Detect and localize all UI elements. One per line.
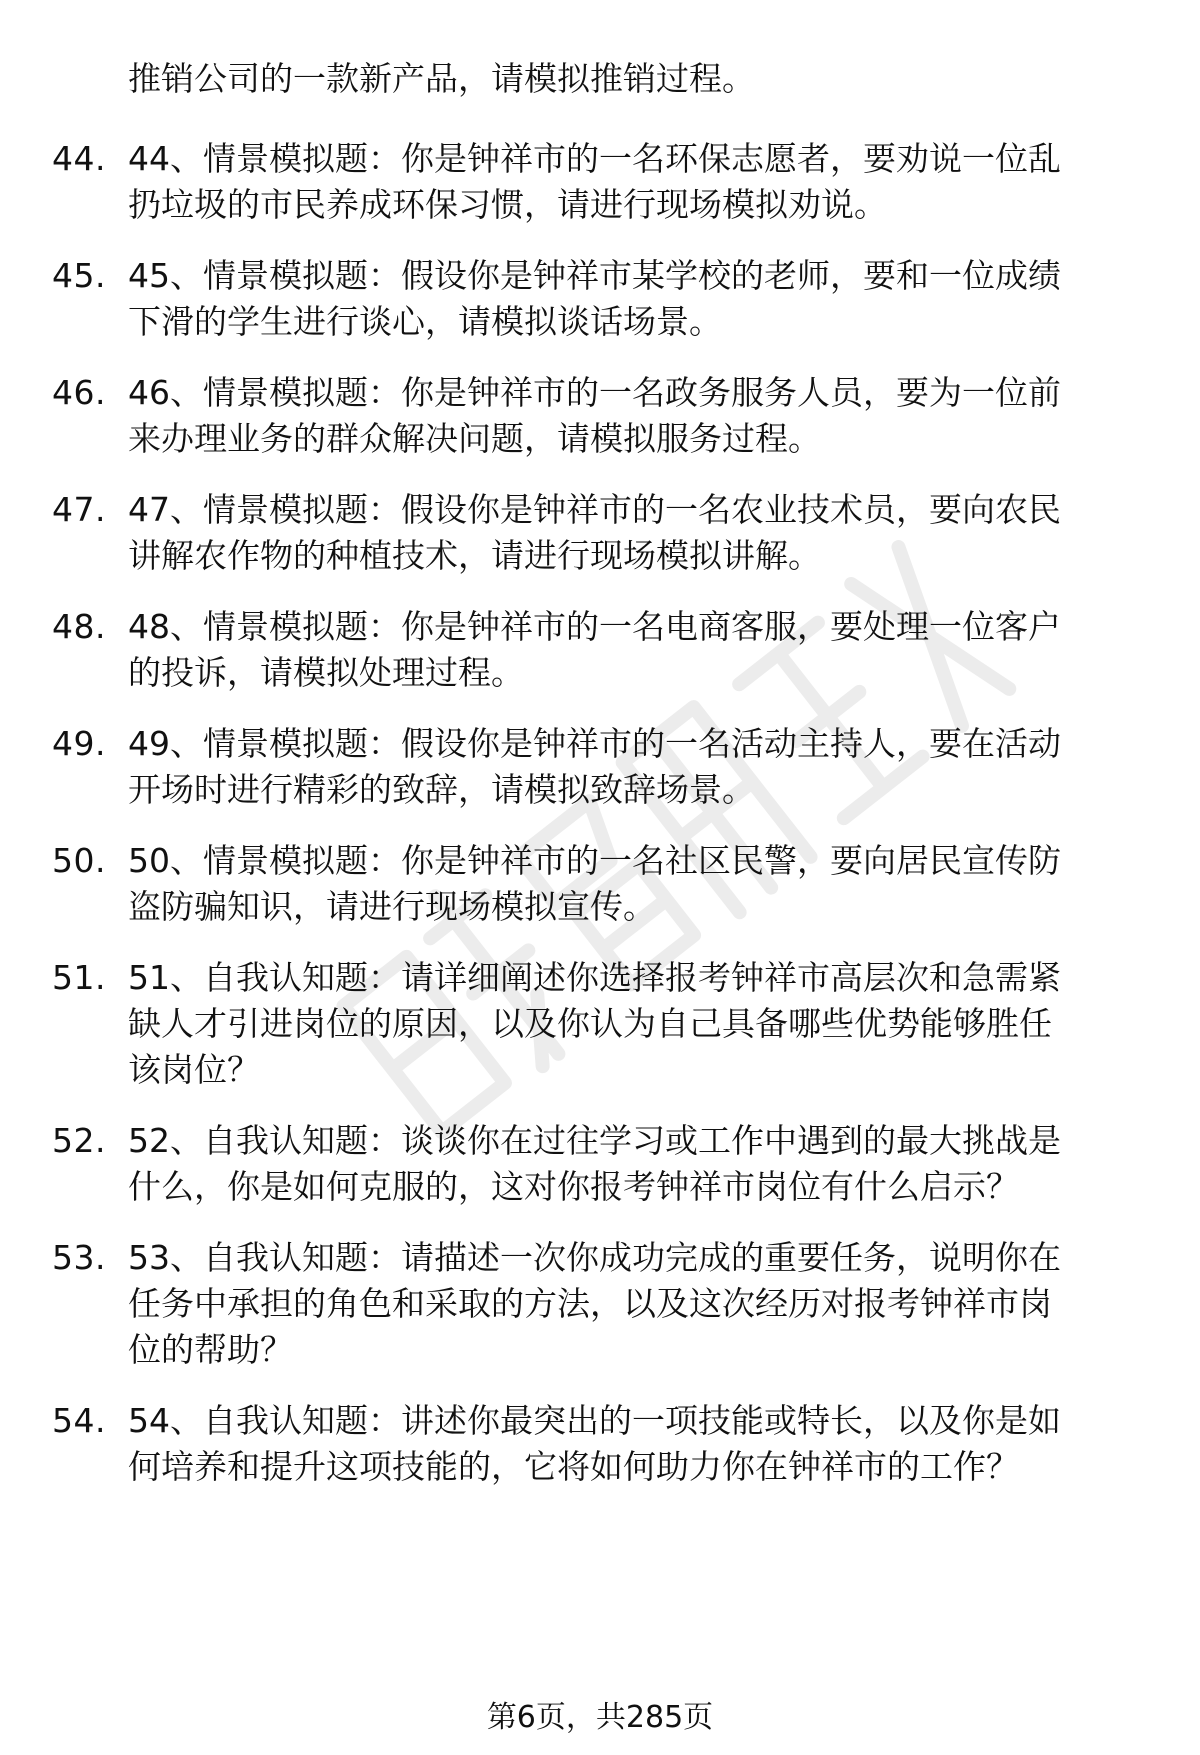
text-line: 45、情景模拟题：假设你是钟祥市某学校的老师，要和一位成绩 bbox=[128, 256, 1061, 295]
text-line: 扔垃圾的市民养成环保习惯，请进行现场模拟劝说。 bbox=[128, 185, 887, 224]
page-footer: 第6页，共285页 bbox=[486, 1700, 714, 1735]
text-line: 缺人才引进岗位的原因，以及你认为自己具备哪些优势能够胜任 bbox=[128, 1004, 1052, 1043]
text-line: 的投诉，请模拟处理过程。 bbox=[128, 653, 524, 692]
text-line: 下滑的学生进行谈心，请模拟谈话场景。 bbox=[128, 302, 722, 341]
question-number: 50. bbox=[52, 841, 106, 880]
question-number: 48. bbox=[52, 607, 106, 646]
question-text bbox=[128, 370, 1148, 462]
text-line: 49、情景模拟题：假设你是钟祥市的一名活动主持人，要在活动 bbox=[128, 724, 1061, 763]
question-number: 54. bbox=[52, 1401, 106, 1440]
text-line: 开场时进行精彩的致辞，请模拟致辞场景。 bbox=[128, 770, 755, 809]
text-line: 位的帮助？ bbox=[128, 1330, 293, 1369]
question-number: 53. bbox=[52, 1238, 106, 1277]
text-line: 48、情景模拟题：你是钟祥市的一名电商客服，要处理一位客户 bbox=[128, 607, 1061, 646]
question-text bbox=[128, 487, 1148, 579]
question-text bbox=[128, 955, 1148, 1093]
question-text bbox=[128, 136, 1148, 228]
text-line: 什么，你是如何克服的，这对你报考钟祥市岗位有什么启示？ bbox=[128, 1167, 1019, 1206]
text-line: 来办理业务的群众解决问题，请模拟服务过程。 bbox=[128, 419, 821, 458]
text-line: 任务中承担的角色和采取的方法，以及这次经历对报考钟祥市岗 bbox=[128, 1284, 1052, 1323]
question-text bbox=[128, 1398, 1148, 1490]
text-line: 44、情景模拟题：你是钟祥市的一名环保志愿者，要劝说一位乱 bbox=[128, 139, 1061, 178]
text-line: 该岗位？ bbox=[128, 1050, 260, 1089]
question-text bbox=[128, 1235, 1148, 1373]
question-text bbox=[128, 838, 1148, 930]
question-number: 46. bbox=[52, 373, 106, 412]
question-text bbox=[128, 1118, 1148, 1210]
question-number: 44. bbox=[52, 139, 106, 178]
text-line: 盗防骗知识，请进行现场模拟宣传。 bbox=[128, 887, 656, 926]
text-line: 50、情景模拟题：你是钟祥市的一名社区民警，要向居民宣传防 bbox=[128, 841, 1061, 880]
text-line: 54、自我认知题：讲述你最突出的一项技能或特长，以及你是如 bbox=[128, 1401, 1061, 1440]
text-line: 推销公司的一款新产品，请模拟推销过程。 bbox=[128, 59, 755, 98]
text-line: 讲解农作物的种植技术，请进行现场模拟讲解。 bbox=[128, 536, 821, 575]
text-line: 52、自我认知题：谈谈你在过往学习或工作中遇到的最大挑战是 bbox=[128, 1121, 1061, 1160]
text-line: 47、情景模拟题：假设你是钟祥市的一名农业技术员，要向农民 bbox=[128, 490, 1061, 529]
question-number: 45. bbox=[52, 256, 106, 295]
text-line: 何培养和提升这项技能的，它将如何助力你在钟祥市的工作？ bbox=[128, 1447, 1019, 1486]
text-line: 51、自我认知题：请详细阐述你选择报考钟祥市高层次和急需紧 bbox=[128, 958, 1061, 997]
question-text bbox=[128, 604, 1148, 696]
question-number: 49. bbox=[52, 724, 106, 763]
text-line: 53、自我认知题：请描述一次你成功完成的重要任务，说明你在 bbox=[128, 1238, 1061, 1277]
question-number: 51. bbox=[52, 958, 106, 997]
question-text bbox=[128, 253, 1148, 345]
question-text bbox=[128, 721, 1148, 813]
question-number: 47. bbox=[52, 490, 106, 529]
question-number: 52. bbox=[52, 1121, 106, 1160]
continued-question-text bbox=[128, 56, 1148, 102]
text-line: 46、情景模拟题：你是钟祥市的一名政务服务人员，要为一位前 bbox=[128, 373, 1061, 412]
